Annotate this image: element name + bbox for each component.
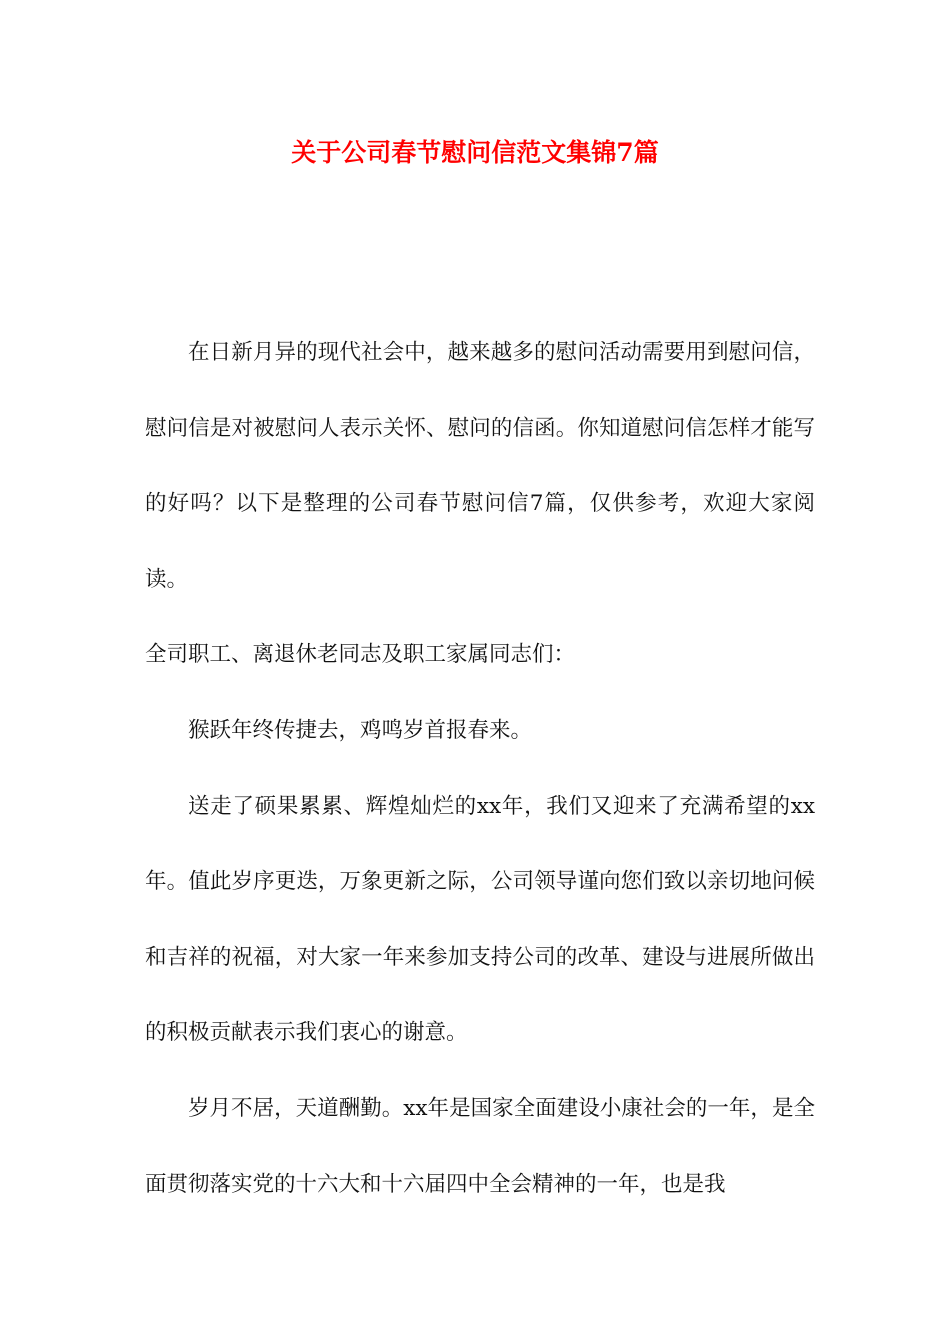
document-body — [145, 315, 815, 1222]
salutation: 全司职工、离退休老同志及职工家属同志们： — [145, 642, 576, 668]
review-paragraph: 岁月不居，天道酬勤。xx年是国家全面建设小康社会的一年，是全面贯彻落实党的十六大和十六届四中全会精神的一年，也是我 — [145, 1095, 815, 1197]
intro-paragraph: 在日新月异的现代社会中，越来越多的慰问活动需要用到慰问信，慰问信是对被慰问人表示关怀、慰问的信函。你知道慰问信怎样才能写的好吗？以下是整理的公司春节慰问信7篇，仅供参考，欢迎大家阅读。 — [145, 340, 815, 592]
document-title: 关于公司春节慰问信范文集锦7篇 — [291, 138, 659, 167]
couplet-paragraph: 猴跃年终传捷去，鸡鸣岁首报春来。 — [188, 717, 533, 743]
greeting-paragraph: 送走了硕果累累、辉煌灿烂的xx年，我们又迎来了充满希望的xx年。值此岁序更迭，万象更新之际，公司领导谨向您们致以亲切地问候和吉祥的祝福，对大家一年来参加支持公司的改革、建设与进展所做出的积极贡献表示我们衷心的谢意。 — [145, 793, 815, 1046]
